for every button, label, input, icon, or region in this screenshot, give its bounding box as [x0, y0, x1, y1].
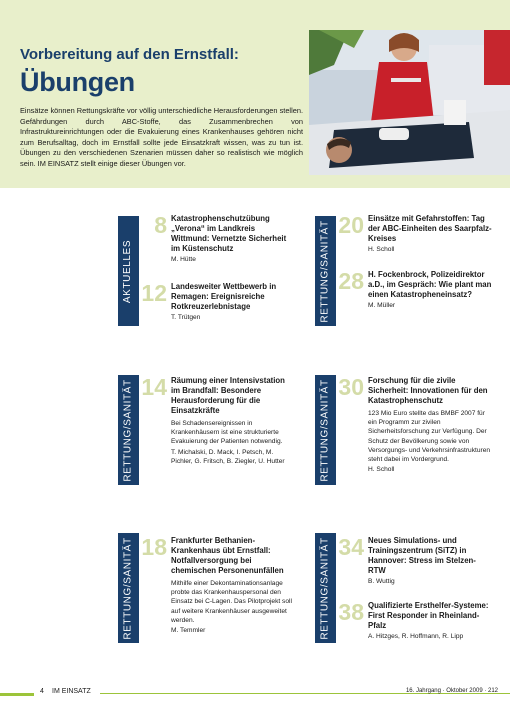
entry-author: M. Temmler: [171, 627, 206, 635]
page-number: 30: [338, 374, 364, 400]
entry-author: A. Hitzges, R. Hoffmann, R. Lipp: [368, 633, 464, 640]
entry-description: Mithilfe einer Dekontaminationsanlage probte das Krankenhauspersonal den Einsatz bei C-Lagen. Das Pilotprojekt soll auf weitere Krankenhäuser ausgeweitet werden.: [171, 580, 292, 624]
page-number: 20: [338, 212, 364, 238]
entry-author: M. Müller: [368, 302, 396, 309]
rescue-photo: [309, 30, 510, 175]
section-tab-rettung: [118, 533, 138, 643]
entry-title: Frankfurter Bethanien-Krankenhaus übt Ernstfall: Notfallversorgung bei chemischen Personenunfällen: [171, 536, 284, 575]
section-tab-rettung: [118, 375, 138, 485]
footer-issue-info: 16. Jahrgang · Oktober 2009 · 212: [405, 688, 498, 694]
entry-title: Räumung einer Intensivstation im Brandfall: Besondere Herausforderung für die Einsatzkräfte: [171, 376, 285, 415]
footer-accent-bar: [0, 693, 34, 696]
entry-author: M. Hütte: [171, 256, 196, 263]
section-tab-rettung: [315, 216, 335, 326]
page-number: 18: [141, 534, 167, 560]
intro-paragraph: Einsätze können Rettungskräfte vor völlig unterschiedliche Herausforderungen stellen. Gefährdungen durch ABC-Stoffe, das Zusammenbrechen von Infrastruktureinrichtungen oder die Evakuierung eines Krankenhauses gehören nicht zum Berufsalltag, doch im Ernstfall sollte jede Einsatzkraft wissen, was zu tun ist. Übungen zu den verschiedenen Szenarien müssen daher so realistisch wie möglich sein. IM EINSATZ stellt einige dieser Übungen vor.: [20, 106, 303, 168]
entry-author: T. Trütgen: [171, 314, 201, 321]
page-title: Übungen: [20, 67, 135, 97]
page-number: 8: [154, 212, 167, 238]
page-number: 14: [141, 374, 167, 400]
entry-title: H. Fockenbrock, Polizeidirektor a.D., im Gespräch: Wie plant man einen Katastropheneinsatz?: [368, 270, 492, 299]
entry-author: H. Scholl: [368, 246, 395, 253]
page-number: 12: [141, 280, 167, 306]
section-label: RETTUNG/SANITÄT: [122, 378, 134, 482]
section-label: RETTUNG/SANITÄT: [122, 536, 134, 640]
footer-page-number: 4: [40, 688, 44, 695]
kicker: Vorbereitung auf den Ernstfall:: [20, 46, 239, 63]
entry-title: Katastrophenschutzübung „Verona“ im Landkreis Wittmund: Vernetzte Sicherheit im Küstenschutz: [171, 214, 287, 253]
entry-title: Forschung für die zivile Sicherheit: Innovationen für den Katastrophenschutz: [368, 376, 488, 405]
entry-title: Einsätze mit Gefahrstoffen: Tag der ABC-Einheiten des Saarpfalz-Kreises: [368, 214, 492, 243]
section-label: RETTUNG/SANITÄT: [319, 219, 331, 323]
entry-description: 123 Mio Euro stellte das BMBF 2007 für ein Programm zur zivilen Sicherheitsforschung zur Verfügung. Der Schutz der Bevölkerung sowie von Versorgungs- und Verkehrsinfrastrukturen steht dabei im Vordergrund.: [368, 410, 491, 464]
section-tab-aktuelles: [118, 216, 138, 326]
section-tab-rettung: [315, 533, 335, 643]
entry-title: Neues Simulations- und Trainingszentrum (SiTZ) in Hannover: Stress im Stelzen-RTW: [368, 536, 476, 575]
entry-author: H. Scholl: [368, 466, 395, 474]
page-number: 34: [338, 534, 364, 560]
entry-description: Bei Schadensereignissen in Krankenhäusern ist eine strukturierte Evakuierung der Patienten notwendig.: [171, 420, 283, 446]
section-tab-rettung: [315, 375, 335, 485]
section-label: RETTUNG/SANITÄT: [319, 536, 331, 640]
section-label: AKTUELLES: [122, 239, 134, 303]
section-label: RETTUNG/SANITÄT: [319, 378, 331, 482]
entry-title: Landesweiter Wettbewerb in Remagen: Ereignisreiche Rotkreuzerlebnistage: [171, 282, 277, 311]
page-number: 28: [338, 268, 364, 294]
entry-author: B. Wuttig: [368, 578, 395, 585]
page-number: 38: [338, 599, 364, 625]
entry-author: T. Michalski, D. Mack, I. Petsch, M. Pichler, G. Fritsch, B. Ziegler, U. Hutter: [171, 448, 285, 465]
footer-magazine-name: IM EINSATZ: [52, 688, 91, 695]
entry-title: Qualifizierte Ersthelfer-Systeme: First Responder in Rheinland-Pfalz: [368, 601, 489, 630]
header-text: [20, 46, 303, 170]
